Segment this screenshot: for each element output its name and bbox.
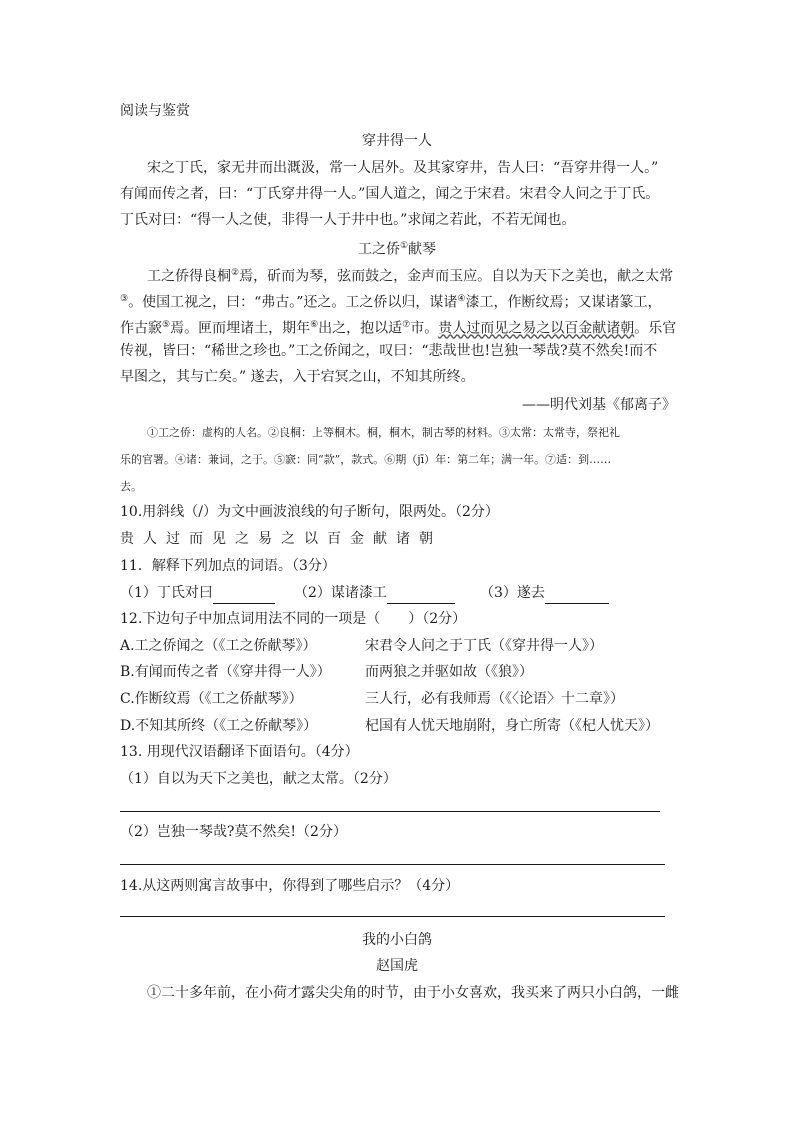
q12-option-b: B.有闻而传之者（《穿井得一人》） [120,664,331,680]
q12-option-a: A.工之侨闻之（《工之侨献琴》） [120,638,317,654]
note-marker: ③ [120,294,129,304]
answer-line[interactable] [120,916,665,917]
story3-author: 赵国虎 [376,958,418,974]
text-run: 市。 [410,320,439,337]
q13-prompt: 13. 用现代汉语翻译下面语句。（4分） [120,744,359,760]
story3-first-line: ①二十多年前，在小荷才露尖尖角的时节，由于小女喜欢，我买来了两只小白鸽，一雌 [147,985,679,1001]
answer-blank[interactable] [545,587,609,604]
answer-line[interactable] [120,811,660,812]
q11-item-2 [294,582,455,604]
footnote-line-3: 去。 [120,480,142,493]
q14-prompt: 14.从这两则寓言故事中，你得到了哪些启示？（4分） [120,878,460,894]
story2-line-5: 早图之，其与亡矣。” 遂去，入于宕冥之山，不知其所终。 [120,369,475,385]
q12-prompt: 12.下边句子中加点词用法不同的一项是（ ）（2分） [120,611,467,627]
text-run: 焉，斫而为琴，弦而鼓之，金声而玉应。自以为天下之美也，献之太常 [239,268,674,285]
story1-line-2: 有闻而传之者，曰：“丁氏穿井得一人。”国人道之，闻之于宋君。宋君令人问之于丁氏。 [120,186,660,202]
note-marker: ⑦ [402,320,411,330]
q10-sentence: 贵人过而见之易之以百金献诸朝 [120,531,442,547]
text-run: 工之侨得良桐 [147,268,231,285]
q12-option-c-compare: 三人行，必有我师焉（《〈论语〉十二章》） [365,691,624,707]
q12-option-d: D.不知其所终（《工之侨献琴》） [120,718,318,734]
q11-prompt: 11．解释下列加点的词语。（3分） [120,558,336,574]
q13-item-1: （1）自以为天下之美也，献之太常。（2分） [120,771,397,787]
story2-title-b: 献琴 [408,241,437,258]
q12-option-b-compare: 而两狼之并驱如故（《狼》） [365,664,533,680]
q11-item-1 [120,582,275,604]
wavy-underlined-sentence: 贵人过而见之易之以百金献诸朝 [438,320,635,337]
text-run: 作古窾 [120,320,162,337]
story1-title: 穿井得一人 [362,133,432,149]
story2-source: ——明代刘基《郁离子》 [522,397,676,413]
q11-item-label: （2）谋诸漆工 [294,585,387,601]
text-run: 。使国工视之，曰：“弗古。”还之。工之侨以归，谋诸 [128,294,458,311]
note-marker: ⑤ [162,320,171,330]
text-run: 。乐官 [634,320,677,337]
q13-item-2: （2）岂独一琴哉?莫不然矣!（2分） [120,824,347,840]
story3-title: 我的小白鸽 [362,932,432,948]
story2-title [0,235,794,261]
story1-line-1: 宋之丁氏，家无井而出溉汲，常一人居外。及其家穿井，告人曰：“吾穿井得一人。” [147,160,659,176]
story1-line-3: 丁氏对曰：“得一人之使，非得一人于井中也。”求闻之若此，不若无闻也。 [120,212,576,228]
q10-prompt: 10.用斜线（/）为文中画波浪线的句子断句，限两处。（2分） [120,504,499,520]
story2-line-4: 传视，皆曰：“稀世之珍也。”工之侨闻之，叹曰：“悲哉世也!岂独一琴哉?莫不然矣!而不 [120,343,658,359]
text-run: 漆工，作断纹焉；又谋诸篆工， [465,294,662,311]
answer-line[interactable] [120,864,665,865]
answer-blank[interactable] [387,587,455,604]
note-marker: ⑥ [310,320,319,330]
story2-title-a: 工之侨 [357,241,400,258]
story2-line-2 [120,288,661,314]
q12-option-d-compare: 杞国有人忧天地崩附，身亡所寄（《杞人忧天》） [365,718,659,734]
q11-item-3 [480,582,609,604]
text-run: 焉。匣而埋诸土，期年 [170,320,311,337]
note-marker: ④ [457,294,466,304]
q11-item-label: （1）丁氏对曰 [120,585,213,601]
q11-item-label: （3）遂去 [480,585,545,601]
q12-option-a-compare: 宋君令人问之于丁氏（《穿井得一人》） [365,638,603,654]
note-marker: ① [399,241,409,251]
story2-line-1 [147,262,673,288]
footnote-line-1: ①工之侨：虚构的人名。②良桐：上等桐木。桐，桐木，制古琴的材料。③太常：太常寺，祭祀礼 [147,426,620,439]
q12-option-c: C.作断纹焉（《工之侨献琴》） [120,691,303,707]
section-title: 阅读与鉴赏 [120,103,190,119]
note-marker: ② [231,268,240,278]
story2-line-3 [120,314,676,340]
answer-blank[interactable] [213,587,275,604]
text-run: 出之，抱以适 [318,320,403,337]
footnote-line-2: 乐的官署。④诸：兼词，之于。⑤窾：同“款”，款式。⑥期（jī）年：第二年；满一年。⑦适：到…… [120,453,612,466]
